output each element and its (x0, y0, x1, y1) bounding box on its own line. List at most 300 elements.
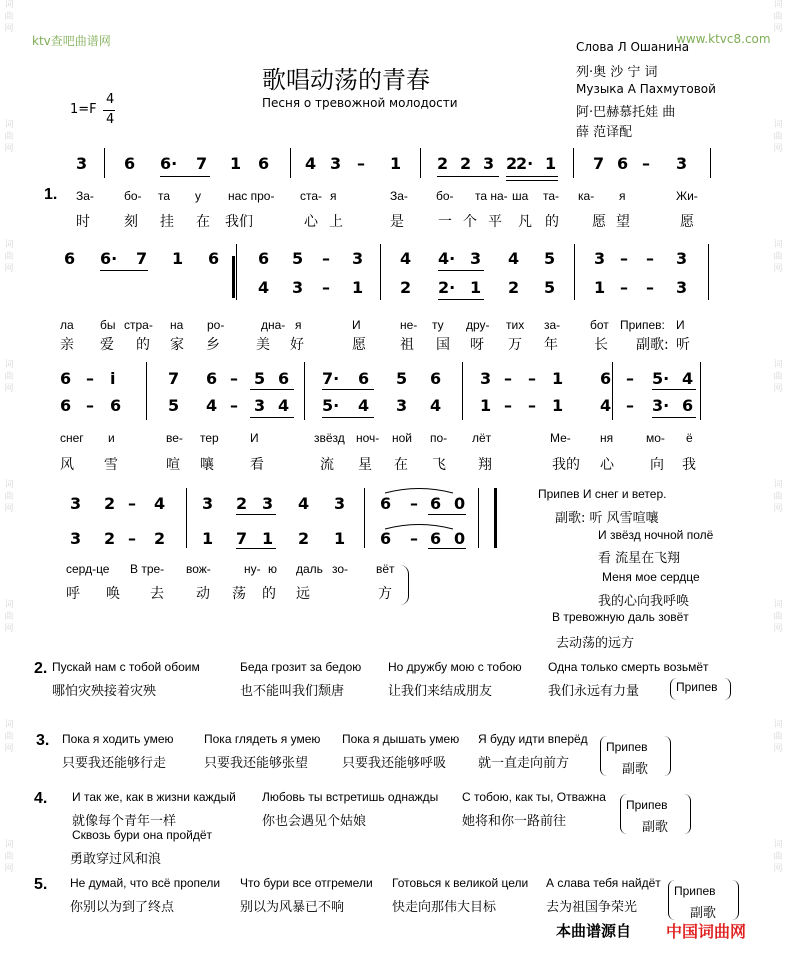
note-upper: 3 (480, 369, 492, 388)
verse-line-zh: 只要我还能够行走 (62, 756, 167, 771)
note: 6· (160, 154, 178, 173)
lyric-zh: 荡 (232, 586, 246, 602)
lyric-ru: ну- (244, 562, 261, 576)
note-upper: 3 (352, 249, 364, 268)
lyric-zh: 的 (136, 337, 150, 353)
credit-music-zh: 阿·巴赫慕托娃 曲 (576, 105, 676, 120)
note-lower: 2 (508, 278, 520, 297)
lyric-zh: 我 (682, 457, 696, 473)
bar-line (494, 488, 497, 548)
lyric-ru: на (170, 318, 184, 332)
note-lower: 1 (334, 529, 346, 548)
note: 6 (258, 154, 270, 173)
refrain-line: И звёзд ночной полё (598, 528, 714, 542)
edge-watermark-char: 曲 (4, 852, 14, 862)
lyric-ru: И (676, 318, 685, 332)
note: – (357, 154, 365, 173)
bracket (732, 880, 739, 920)
edge-watermark-char: 词 (4, 240, 14, 250)
verse-line-ru: Пока я ходить умею (62, 732, 174, 746)
note-upper: – (322, 249, 330, 268)
verse-line-ru: Не думай, что всё пропели (70, 876, 221, 890)
edge-watermark-char: 网 (773, 384, 783, 394)
bracket-left (620, 794, 627, 834)
note-upper: 6· (100, 249, 118, 268)
lyric-zh: 美 (256, 337, 270, 353)
lyric-zh: 挂 (160, 214, 174, 230)
lyric-ru: ноч- (356, 431, 380, 445)
lyric-zh: 的 (262, 586, 276, 602)
note-upper: 2 (236, 494, 248, 513)
note-lower: 6 (380, 529, 392, 548)
lyric-ru: мо- (646, 431, 665, 445)
edge-watermark-char: 词 (773, 0, 783, 10)
verse-line-zh: 就一直走向前方 (478, 756, 570, 771)
beam-underline (438, 270, 484, 271)
lyric-ru: бо- (124, 189, 142, 203)
verse-number: 5. (34, 876, 48, 893)
lyric-zh: 个 (463, 214, 477, 230)
lyric-ru: ве- (166, 431, 183, 445)
lyric-zh: 爱 (100, 337, 114, 353)
note-upper: 5 (396, 369, 408, 388)
lyric-zh: 亲 (60, 337, 74, 353)
verse-line-zh: 就像每个青年一样 (72, 814, 177, 829)
note-upper: 5 (292, 249, 304, 268)
note-lower: 0 (454, 529, 466, 548)
verse-line-zh: 勇敢穿过风和浪 (70, 852, 162, 867)
verse-line-zh: 只要我还能够呼吸 (342, 756, 447, 771)
beam-underline (322, 417, 374, 418)
verse-line-ru: Одна только смерть возьмёт (548, 660, 709, 674)
time-signature-line (103, 110, 115, 111)
note-lower: 4 (206, 396, 218, 415)
edge-watermark-char: 曲 (4, 252, 14, 262)
note-lower: 5· (322, 396, 340, 415)
note-upper: 7· (322, 369, 340, 388)
lyric-ru: дру- (466, 318, 490, 332)
lyric-zh: 翔 (478, 457, 492, 473)
bar-line (290, 148, 291, 178)
note-upper: 3 (262, 494, 274, 513)
edge-watermark-char: 曲 (4, 732, 14, 742)
note-upper: – (620, 249, 628, 268)
edge-watermark-char: 词 (4, 360, 14, 370)
beam-underline (506, 180, 558, 181)
refrain-line: 我的心向我呼唤 (598, 594, 690, 609)
note: 3 (76, 154, 88, 173)
beam-underline (428, 548, 466, 549)
note-upper: 3 (202, 494, 214, 513)
edge-watermark-char: 网 (773, 24, 783, 34)
lyric-zh: 心 (304, 214, 318, 230)
note-upper: 6 (430, 494, 442, 513)
lyric-ru: та (158, 189, 171, 203)
lyric-zh: 家 (170, 337, 184, 353)
note-upper: 6 (380, 494, 392, 513)
edge-watermark-char: 曲 (773, 852, 783, 862)
note-lower: 4 (430, 396, 442, 415)
refrain-tag: Припев (674, 884, 716, 898)
bar-line (232, 256, 235, 298)
lyric-ru: ста- (300, 189, 323, 203)
lyric-zh: 万 (508, 337, 522, 353)
bracket (400, 565, 409, 605)
verse-line-zh: 别以为风暴已不响 (240, 900, 345, 915)
verse-line-zh: 哪怕灾殃接着灾殃 (52, 684, 157, 699)
bar-line (574, 244, 575, 300)
note-upper: 6 (206, 369, 218, 388)
refrain-tag: Припев (606, 740, 648, 754)
verse-line-ru: А слава тебя найдёт (546, 876, 661, 890)
note-upper: 1 (172, 249, 184, 268)
note-lower: 3 (254, 396, 266, 415)
note-lower: – (86, 396, 94, 415)
lyric-zh: 呀 (470, 337, 484, 353)
note-upper: 4· (438, 249, 456, 268)
note-upper: 3 (676, 249, 688, 268)
lyric-ru: стра- (124, 318, 153, 332)
refrain-tag-zh: 副歌 (690, 906, 717, 921)
note: 3 (330, 154, 342, 173)
lyric-zh: 上 (329, 214, 343, 230)
verse-line-zh: 你也会遇见个姑娘 (262, 814, 367, 829)
lyric-ru: И (352, 318, 361, 332)
beam-underline (438, 299, 484, 300)
verse-line-ru: Любовь ты встретишь однажды (262, 790, 439, 804)
lyric-zh: 愿 (592, 214, 606, 230)
refrain-tag: Припев (626, 798, 668, 812)
verse-line-zh: 也不能叫我们颓唐 (240, 684, 345, 699)
refrain-tag-zh: 副歌 (622, 762, 649, 777)
lyric-ru: та- (543, 189, 560, 203)
bar-line (186, 488, 187, 548)
note-lower: 7 (236, 529, 248, 548)
edge-watermark-char: 曲 (4, 492, 14, 502)
edge-watermark-char: 词 (4, 840, 14, 850)
note-upper: – (410, 494, 418, 513)
beam-underline (236, 548, 276, 549)
edge-watermark-char: 网 (773, 144, 783, 154)
note-upper: 6 (600, 369, 612, 388)
note-lower: 4 (358, 396, 370, 415)
note-lower: – (410, 529, 418, 548)
verse-line-ru: Что бури все отгремели (240, 876, 373, 890)
note-lower: 2 (154, 529, 166, 548)
lyric-ru: И (250, 431, 259, 445)
note-lower: 1 (352, 278, 364, 297)
note-lower: 4 (600, 396, 612, 415)
edge-watermark-char: 词 (773, 840, 783, 850)
lyric-ru: по- (430, 431, 448, 445)
lyric-ru: Припев: (620, 318, 665, 332)
lyric-zh: 愿 (680, 214, 694, 230)
edge-watermark-char: 网 (773, 864, 783, 874)
bracket-left (600, 736, 607, 776)
verse-line-zh: 她将和你一路前往 (462, 814, 567, 829)
song-subtitle: Песня о тревожной молодости (262, 96, 458, 110)
lyric-ru: я (619, 189, 626, 203)
edge-watermark-char: 词 (773, 720, 783, 730)
lyric-ru: бы (100, 318, 116, 332)
note-upper: 5· (652, 369, 670, 388)
beam-underline (652, 417, 696, 418)
note-lower: 1 (262, 529, 274, 548)
note-upper: 2 (104, 494, 116, 513)
note: 6 (617, 154, 629, 173)
note-lower: – (528, 396, 536, 415)
bar-line (478, 488, 479, 548)
lyric-zh: 副歌: (636, 337, 669, 353)
note: 2 (506, 154, 518, 173)
note-upper: 6 (430, 369, 442, 388)
note-lower: – (230, 396, 238, 415)
lyric-zh: 刻 (124, 214, 138, 230)
time-signature-bottom: 4 (106, 112, 115, 127)
note-upper: 3 (70, 494, 82, 513)
edge-watermark-char: 网 (4, 384, 14, 394)
edge-watermark-char: 曲 (773, 132, 783, 142)
edge-watermark-char: 网 (773, 744, 783, 754)
beam-underline (250, 417, 294, 418)
lyric-ru: ла (60, 318, 74, 332)
note-upper: 7 (136, 249, 148, 268)
bar-line (420, 148, 421, 178)
edge-watermark-char: 词 (4, 600, 14, 610)
bar-line (573, 148, 574, 178)
verse-line-ru: Пускай нам с тобой обоим (52, 660, 200, 674)
lyric-zh: 我的 (552, 457, 580, 473)
note-upper: 6 (64, 249, 76, 268)
lyric-zh: 凡 (518, 214, 532, 230)
note: 4 (305, 154, 317, 173)
edge-watermark-char: 曲 (773, 492, 783, 502)
lyric-zh: 方 (378, 586, 392, 602)
note-lower: 6 (430, 529, 442, 548)
lyric-zh: 望 (616, 214, 630, 230)
note: 3 (483, 154, 495, 173)
note-upper: – (128, 494, 136, 513)
note-lower: 6 (60, 396, 72, 415)
beam-underline (322, 389, 374, 390)
credit-lyrics-zh: 列·奥 沙 宁 词 (576, 65, 658, 80)
verse-number-1: 1. (44, 186, 58, 203)
note: 1 (545, 154, 557, 173)
note-upper: 6 (278, 369, 290, 388)
verse-number: 3. (36, 732, 50, 749)
bar-line (462, 362, 463, 420)
note-upper: – (230, 369, 238, 388)
key-signature: 1=F (70, 102, 97, 117)
note-lower: 6 (682, 396, 694, 415)
edge-watermark-char: 词 (4, 480, 14, 490)
note: 3 (676, 154, 688, 173)
lyric-ru: дна- (261, 318, 286, 332)
edge-watermark-char: 词 (4, 720, 14, 730)
lyric-ru: за- (544, 318, 561, 332)
lyric-ru: ной (392, 431, 413, 445)
lyric-ru: ня (600, 431, 614, 445)
verse-number: 2. (34, 660, 48, 677)
edge-watermark-char: 网 (4, 624, 14, 634)
note: 1 (390, 154, 402, 173)
note: 6 (124, 154, 136, 173)
note-upper: 7 (168, 369, 180, 388)
lyric-zh: 我们 (225, 214, 253, 230)
lyric-ru: та на- (475, 189, 508, 203)
bracket (724, 678, 731, 700)
song-title: 歌唱动荡的青春 (262, 66, 430, 94)
note-upper: 3 (594, 249, 606, 268)
lyric-ru: ша (512, 189, 529, 203)
lyric-ru: даль (296, 562, 323, 576)
note-lower: 3 (396, 396, 408, 415)
beam-underline (160, 176, 210, 177)
lyric-zh: 风 (60, 457, 74, 473)
beam-underline (428, 514, 466, 515)
note: 2 (460, 154, 472, 173)
bar-line (612, 362, 613, 420)
beam-underline (506, 176, 558, 177)
note-lower: 3· (652, 396, 670, 415)
lyric-ru: бо- (436, 189, 454, 203)
bar-line (710, 148, 711, 178)
note: 2· (516, 154, 534, 173)
lyric-zh: 愿 (352, 337, 366, 353)
edge-watermark-char: 网 (4, 744, 14, 754)
note-upper: 1 (552, 369, 564, 388)
edge-watermark-char: 网 (4, 144, 14, 154)
note-lower: 3 (676, 278, 688, 297)
note-upper: 3 (334, 494, 346, 513)
lyric-ru: Ме- (550, 431, 571, 445)
note-upper: 6 (208, 249, 220, 268)
note-upper: – (86, 369, 94, 388)
lyric-ru: и (108, 431, 115, 445)
note-lower: 4 (278, 396, 290, 415)
lyric-zh: 呼 (66, 586, 80, 602)
credit-music-ru: Музыка А Пахмутовой (576, 82, 716, 96)
edge-watermark-char: 曲 (773, 12, 783, 22)
edge-watermark-char: 词 (773, 360, 783, 370)
refrain-line: 看 流星在飞翔 (598, 551, 681, 566)
note-upper: – (646, 249, 654, 268)
lyric-ru: За- (390, 189, 408, 203)
lyric-zh: 向 (650, 457, 664, 473)
verse-line-ru: И так же, как в жизни каждый (72, 790, 236, 804)
lyric-ru: За- (76, 189, 94, 203)
lyric-zh: 年 (544, 337, 558, 353)
edge-watermark-char: 网 (773, 264, 783, 274)
lyric-zh: 看 (250, 457, 264, 473)
lyric-ru: ё (686, 431, 693, 445)
credit-lyrics-ru: Слова Л Ошанина (576, 40, 690, 54)
footer-source-name: 中国词曲网 (666, 922, 747, 941)
refrain-tag: Припев (676, 680, 718, 694)
lyric-ru: я (295, 318, 302, 332)
note-lower: 3 (292, 278, 304, 297)
beam-underline (250, 389, 294, 390)
beam-underline (652, 389, 696, 390)
note-upper: i (110, 369, 116, 388)
note-upper: 4 (400, 249, 412, 268)
lyric-ru: зо- (332, 562, 349, 576)
verse-number: 4. (34, 790, 48, 807)
lyric-ru: не- (400, 318, 418, 332)
verse-line-zh: 去为祖国争荣光 (546, 900, 638, 915)
lyric-zh: 动 (196, 586, 210, 602)
note-lower: – (620, 278, 628, 297)
lyric-ru: ю (268, 562, 277, 576)
verse-line-zh: 我们永远有力量 (548, 684, 640, 699)
edge-watermark-char: 词 (773, 240, 783, 250)
lyric-ru: ту (432, 318, 444, 332)
edge-watermark-char: 曲 (4, 12, 14, 22)
bar-line (700, 362, 701, 420)
lyric-ru: вож- (186, 562, 211, 576)
footer-source-label: 本曲谱源自 (556, 922, 632, 940)
lyric-zh: 国 (436, 337, 450, 353)
note-upper: 5 (254, 369, 266, 388)
edge-watermark-char: 曲 (4, 372, 14, 382)
beam-underline (236, 514, 276, 515)
bar-line (104, 148, 105, 178)
bracket-left (668, 880, 675, 920)
bar-line (146, 362, 147, 420)
bar-line (236, 244, 237, 300)
bracket (664, 736, 671, 776)
lyric-ru: ро- (207, 318, 225, 332)
note-lower: 1 (552, 396, 564, 415)
lyric-zh: 飞 (432, 457, 446, 473)
note-lower: 2 (400, 278, 412, 297)
verse-line-ru: Пока глядеть я умею (204, 732, 321, 746)
lyric-ru: лёт (472, 431, 492, 445)
bar-line (708, 244, 709, 300)
edge-watermark-char: 曲 (773, 732, 783, 742)
note-lower: – (128, 529, 136, 548)
edge-watermark-char: 词 (773, 480, 783, 490)
edge-watermark-char: 词 (4, 0, 14, 10)
note-upper: 4 (298, 494, 310, 513)
verse-line-zh: 你别以为到了终点 (70, 900, 175, 915)
note-lower: 2· (438, 278, 456, 297)
bar-line (380, 244, 381, 300)
note-upper: – (626, 369, 634, 388)
bracket-left (670, 678, 677, 700)
note-lower: 5 (168, 396, 180, 415)
verse-line-zh: 快走向那伟大目标 (392, 900, 497, 915)
lyric-zh: 去 (150, 586, 164, 602)
lyric-ru: серд-це (66, 562, 110, 576)
lyric-ru: нас про- (228, 189, 275, 203)
note-upper: 4 (508, 249, 520, 268)
lyric-ru: снег (60, 431, 84, 445)
beam-underline (100, 270, 148, 271)
note: 7 (593, 154, 605, 173)
lyric-zh: 时 (76, 214, 90, 230)
refrain-line: В тревожную даль зовёт (552, 610, 689, 624)
lyric-ru: тер (200, 431, 219, 445)
verse-line-ru: Я буду идти вперёд (478, 732, 588, 746)
lyric-zh: 在 (394, 457, 408, 473)
watermark-top-right: www.ktvc8.com (676, 32, 771, 46)
refrain-line: Припев И снег и ветер. (538, 487, 667, 501)
note-upper: 6 (358, 369, 370, 388)
edge-watermark-char: 网 (4, 24, 14, 34)
watermark-top-left: ktv查吧曲谱网 (32, 34, 111, 48)
lyric-zh: 是 (390, 214, 404, 230)
